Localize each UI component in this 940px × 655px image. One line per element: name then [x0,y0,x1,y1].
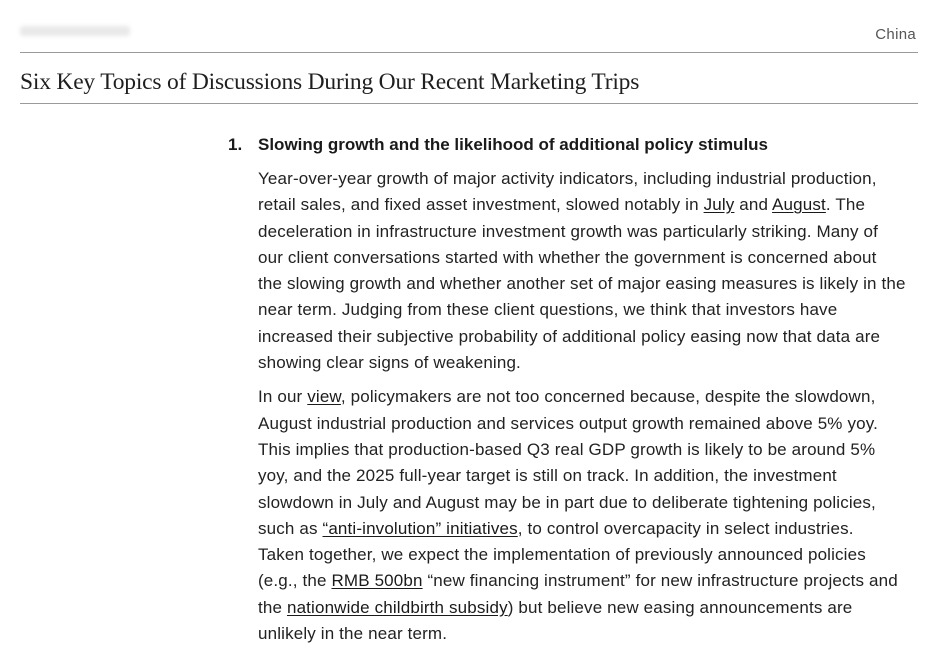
text-line: unlikely in the near term. [258,624,448,644]
text-line: August industrial production and services output growth remained above 5% yoy. [258,413,878,433]
text-run: and [734,195,773,215]
text-line: our client conversations started with whether the government is concerned about [258,247,877,267]
text-line: the slowing growth and whether another set of major easing measures is likely in the [258,274,906,294]
text-line [258,568,918,594]
text-line: deceleration in infrastructure investment growth was particularly striking. Many of [258,221,878,241]
paragraph-1 [258,166,918,376]
region-label: China [875,26,916,43]
text-run: In our [258,387,308,407]
july-link[interactable]: July [703,195,735,215]
topic-heading-text: Slowing growth and the likelihood of additional policy stimulus [258,135,769,154]
text-line: increased their subjective probability of additional policy easing now that data are [258,326,881,346]
text-run: the [258,597,287,617]
august-link[interactable]: August [772,195,826,215]
text-line [258,595,918,621]
text-line [258,384,918,410]
text-line: near term. Judging from these client questions, we think that investors have [258,300,838,320]
text-line: Year-over-year growth of major activity indicators, including industrial production, [258,169,877,188]
text-run: , policymakers are not too concerned because, despite the slowdown, [340,387,876,407]
topic-heading [228,132,918,158]
text-run: ) but believe new easing announcements are [507,597,853,617]
text-run: “new financing instrument” for new infrastructure projects and [422,571,898,591]
text-run: . The [825,195,866,215]
anti-involution-link[interactable]: “anti-involution” initiatives [322,518,518,538]
text-run: (e.g., the [258,571,332,591]
redacted-source-label [20,26,130,36]
paragraph-2 [258,384,918,647]
text-run: , to control overcapacity in select industries. [517,518,854,538]
childbirth-subsidy-link[interactable]: nationwide childbirth subsidy [286,597,508,617]
text-line [258,192,918,218]
rmb-500bn-link[interactable]: RMB 500bn [331,571,423,591]
view-link[interactable]: view [307,387,341,407]
page-title: Six Key Topics of Discussions During Our Recent Marketing Trips [20,64,918,104]
report-header [20,0,918,53]
text-line: showing clear signs of weakening. [258,353,521,373]
text-line: yoy, and the 2025 full-year target is still on track. In addition, the investment [258,466,837,486]
text-run: such as [258,518,323,538]
text-line: Taken together, we expect the implementation of previously announced policies [258,545,866,565]
topic-section [228,132,918,655]
text-run: retail sales, and fixed asset investment, slowed notably in [258,195,704,215]
text-line: slowdown in July and August may be in part due to deliberate tightening policies, [258,492,876,512]
text-line [258,516,918,542]
text-line: This implies that production-based Q3 real GDP growth is likely to be around 5% [258,439,876,459]
topic-number: 1. [228,135,243,154]
